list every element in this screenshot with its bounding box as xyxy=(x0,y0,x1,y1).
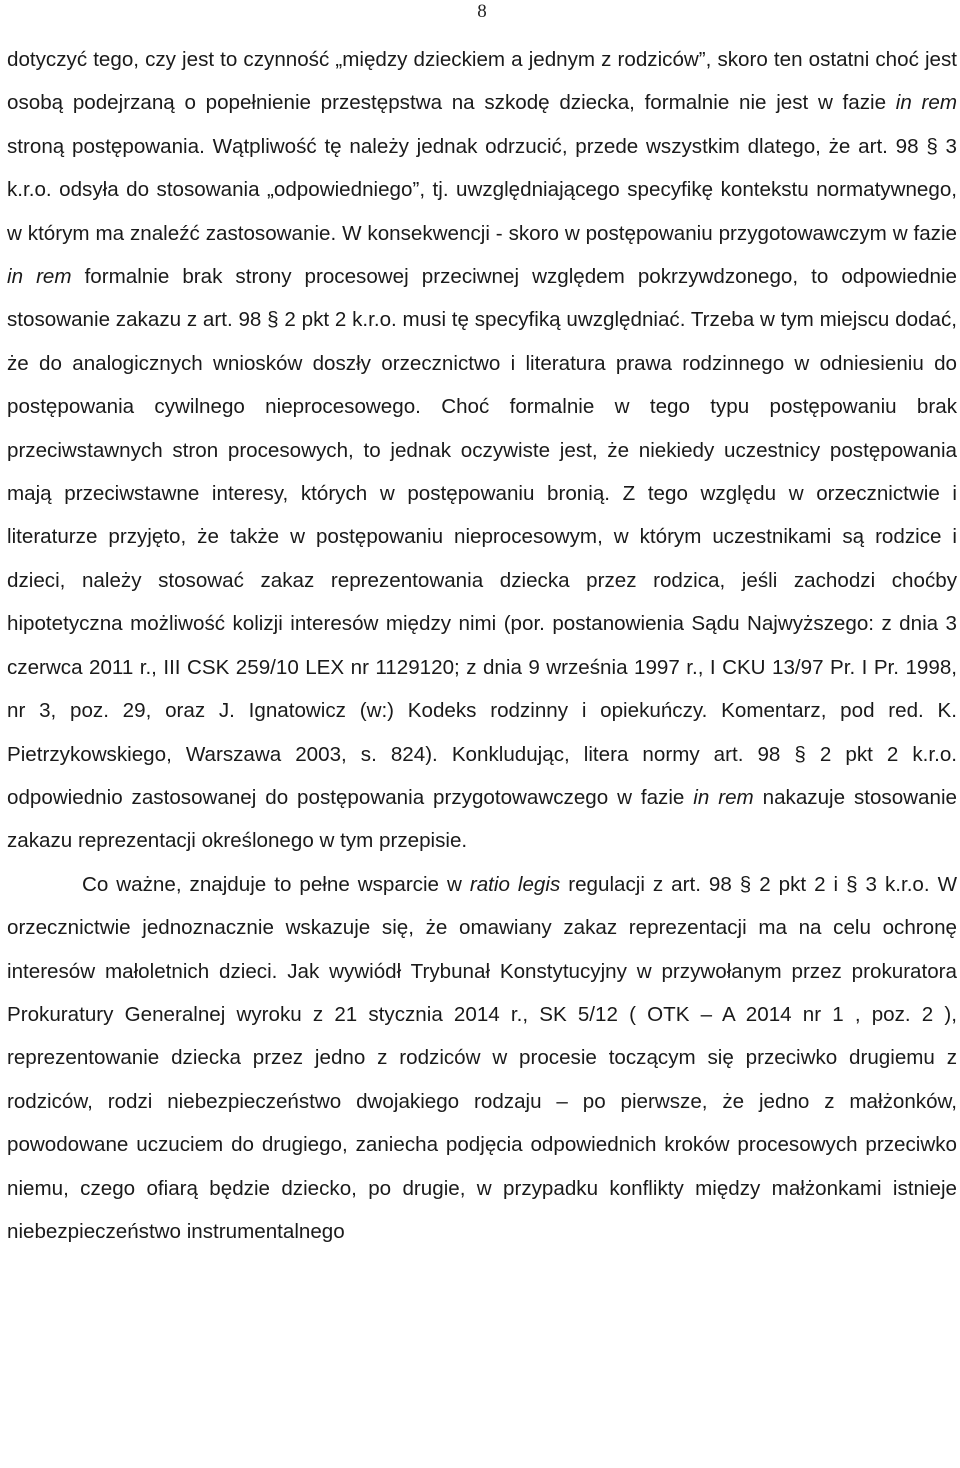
italic-term-in-rem: in rem xyxy=(693,785,754,809)
italic-term-ratio-legis: ratio legis xyxy=(469,872,561,896)
text-segment: formalnie brak strony procesowej przeciwnej względem pokrzywdzonego, to odpowiednie stosowanie zakazu z art. 98 § 2 pkt 2 k.r.o. musi tę specyfiką uwzględniać. Trzeba w tym miejscu dodać, że do analogicznych wniosków doszły orzecznictwo i literatura prawa rodzinnego w odniesieniu do postępowania cywilnego nieprocesowego. Choć formalnie w tego typu postępowaniu brak przeciwstawnych stron procesowych, to jednak oczywiste jest, że niekiedy uczestnicy postępowania mają przeciwstawne interesy, których w postępowaniu bronią. Z tego względu w orzecznictwie i literaturze przyjęto, że także w postępowaniu nieprocesowym, w którym uczestnikami są rodzice i dzieci, należy stosować zakaz reprezentowania dziecka przez rodzica, jeśli zachodzi choćby hipotetyczna możliwość kolizji interesów między nimi (por. postanowienia Sądu Najwyższego: z dnia 3 czerwca 2011 r., III CSK 259/10 LEX nr 1129120; z dnia 9 września 1997 r., I CKU 13/97 Pr. I Pr. 1998, nr 3, poz. 29, oraz J. Ignatowicz (w:) Kodeks rodzinny i opiekuńczy. Komentarz, pod red. K. Pietrzykowskiego, Warszawa 2003, s. 824). Konkludując, litera normy art. 98 § 2 pkt 2 k.r.o. odpowiednio zastosowanej do postępowania przygotowawczego w fazie xyxy=(7,265,958,809)
text-segment: Co ważne, znajduje to pełne wsparcie w xyxy=(82,872,470,896)
text-segment: regulacji z art. 98 § 2 pkt 2 i § 3 k.r.o. W orzecznictwie jednoznacznie wskazuje się, że omawiany zakaz reprezentacji ma na celu ochronę interesów małoletnich dzieci. Jak wywiódł Trybunał Konstytucyjny w przywołanym przez prokuratora Prokuratury Generalnej wyroku z 21 stycznia 2014 r., SK 5/12 ( OTK – A 2014 nr 1 , poz. 2 ), reprezentowanie dziecka przez jedno z rodziców w procesie toczącym się przeciwko drugiemu z rodziców, rodzi niebezpieczeństwo dwojakiego rodzaju – po pierwsze, że jedno z małżonków, powodowane uczuciem do drugiego, zaniecha podjęcia odpowiednich kroków procesowych przeciwko niemu, czego ofiarą będzie dziecko, po drugie, w przypadku konflikty między małżonkami istnieje niebezpieczeństwo instrumentalnego xyxy=(7,872,958,1243)
paragraph-2 xyxy=(7,863,957,1254)
paragraph-1 xyxy=(7,38,957,863)
body-text xyxy=(7,38,957,1253)
text-segment: stroną postępowania. Wątpliwość tę należy jednak odrzucić, przede wszystkim dlatego, że art. 98 § 3 k.r.o. odsyła do stosowania „odpowiedniego”, tj. uwzględniającego specyfikę kontekstu normatywnego, w którym ma znaleźć zastosowanie. W konsekwencji - skoro w postępowaniu przygotowawczym w fazie xyxy=(7,134,957,245)
text-segment: nakazuje stosowanie zakazu reprezentacji określonego w tym przepisie. xyxy=(7,785,957,853)
text-segment: dotyczyć tego, czy jest to czynność „między dzieckiem a jednym z rodziców”, skoro ten ostatni choć jest osobą podejrzaną o popełnienie przestępstwa na szkodę dziecka, formalnie nie jest w fazie xyxy=(7,48,957,115)
page-number: 8 xyxy=(477,1,487,22)
italic-term-in-rem: in rem xyxy=(895,91,957,115)
italic-term-in-rem: in rem xyxy=(7,265,72,289)
